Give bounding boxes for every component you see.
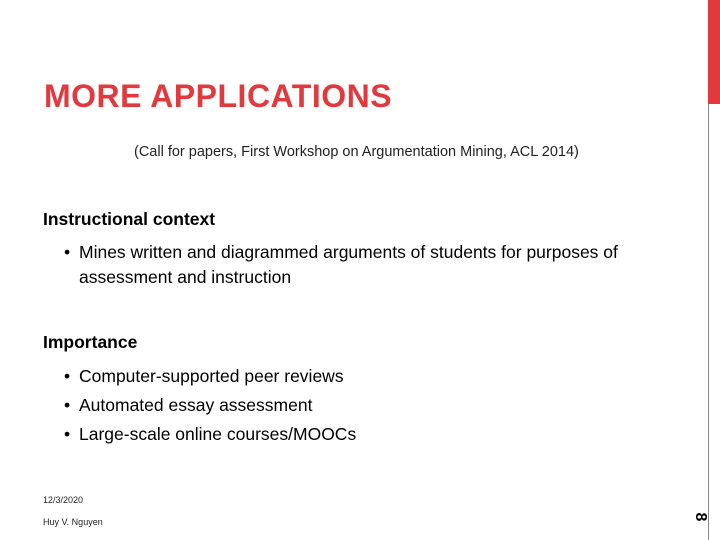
bullet-item xyxy=(64,420,624,449)
bullet-icon: • xyxy=(64,366,71,386)
slide-title: MORE APPLICATIONS xyxy=(44,78,393,114)
bullet-item xyxy=(64,391,624,420)
bullet-text: Mines written and diagrammed arguments of students for purposes of assessment and instruction xyxy=(79,242,618,287)
section-heading-importance: Importance xyxy=(43,332,138,352)
bullet-text: Computer-supported peer reviews xyxy=(79,366,344,386)
side-divider xyxy=(708,104,709,540)
footer-author: Huy V. Nguyen xyxy=(43,517,103,527)
bullet-list-importance xyxy=(64,362,624,449)
bullet-text: Automated essay assessment xyxy=(79,395,313,415)
bullet-list-instructional xyxy=(64,240,624,290)
bullet-item xyxy=(64,362,624,391)
footer-date: 12/3/2020 xyxy=(43,495,84,505)
slide-number: 8 xyxy=(692,512,709,522)
bullet-text: Large-scale online courses/MOOCs xyxy=(79,424,357,444)
bullet-icon: • xyxy=(64,395,71,415)
bullet-item xyxy=(64,240,624,290)
section-heading-instructional: Instructional context xyxy=(43,209,216,229)
accent-bar xyxy=(708,0,720,104)
bullet-icon: • xyxy=(64,424,71,444)
citation: (Call for papers, First Workshop on Argumentation Mining, ACL 2014) xyxy=(134,144,579,160)
bullet-icon: • xyxy=(64,242,71,262)
